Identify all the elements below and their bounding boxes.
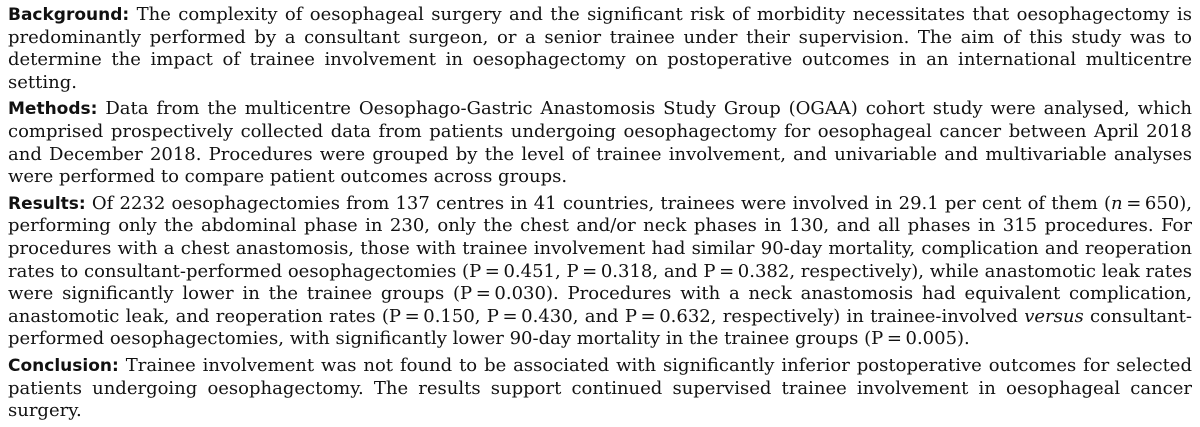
methods-section — [8, 98, 1192, 188]
results-text-part-1: Of 2232 oesophagectomies from 137 centres in 41 countries, trainees were involved in 29.1 per cent of them ( — [85, 192, 1112, 214]
methods-text: Data from the multicentre Oesophago-Gastric Anastomosis Study Group (OGAA) cohort study were analysed, which comprised prospectively collected data from patients undergoing oesophagectomy for oesophageal cancer between April 2018 and December 2018. Procedures were grouped by the level of trainee involvement, and univariable and multivariable analyses were performed to compare patient outcomes across groups. — [8, 98, 1192, 188]
results-text-part-3: consultant-performed oesophagectomies, with significantly lower 90-day mortality in the trainee groups (P = 0.005). — [8, 305, 1192, 350]
results-n-symbol: n — [1111, 192, 1123, 214]
conclusion-heading: Conclusion: — [8, 355, 119, 376]
background-section — [8, 4, 1192, 94]
results-text-part-2: = 650), performing only the abdominal phase in 230, only the chest and/or neck phases in 130, and all phases in 315 procedures. For procedures with a chest anastomosis, those with trainee involvement had similar 90-day mortality, complication and reoperation rates to consultant-performed oesophagectomies (P = 0.451, P = 0.318, and P = 0.382, respectively), while anastomotic leak rates were significantly lower in the trainee groups (P = 0.030). Procedures with a neck anastomosis had equivalent complication, anastomotic leak, and reoperation rates (P = 0.150, P = 0.430, and P = 0.632, respectively) in trainee-involved — [8, 192, 1192, 327]
results-section — [8, 193, 1192, 351]
conclusion-text: Trainee involvement was not found to be associated with significantly inferior postoperative outcomes for selected patients undergoing oesophagectomy. The results support continued supervised trainee involvement in oesophageal cancer surgery. — [8, 354, 1192, 422]
results-versus-word: versus — [1024, 305, 1084, 327]
background-text: The complexity of oesophageal surgery and the significant risk of morbidity necessitates that oesophagectomy is predominantly performed by a consultant surgeon, or a senior trainee under their supervision. The aim of this study was to determine the impact of trainee involvement in oesophagectomy on postoperative outcomes in an international multicentre setting. — [8, 4, 1192, 93]
methods-heading: Methods: — [8, 99, 98, 120]
conclusion-section — [8, 355, 1192, 423]
abstract — [8, 4, 1192, 427]
results-heading: Results: — [8, 193, 86, 214]
background-heading: Background: — [8, 5, 130, 25]
